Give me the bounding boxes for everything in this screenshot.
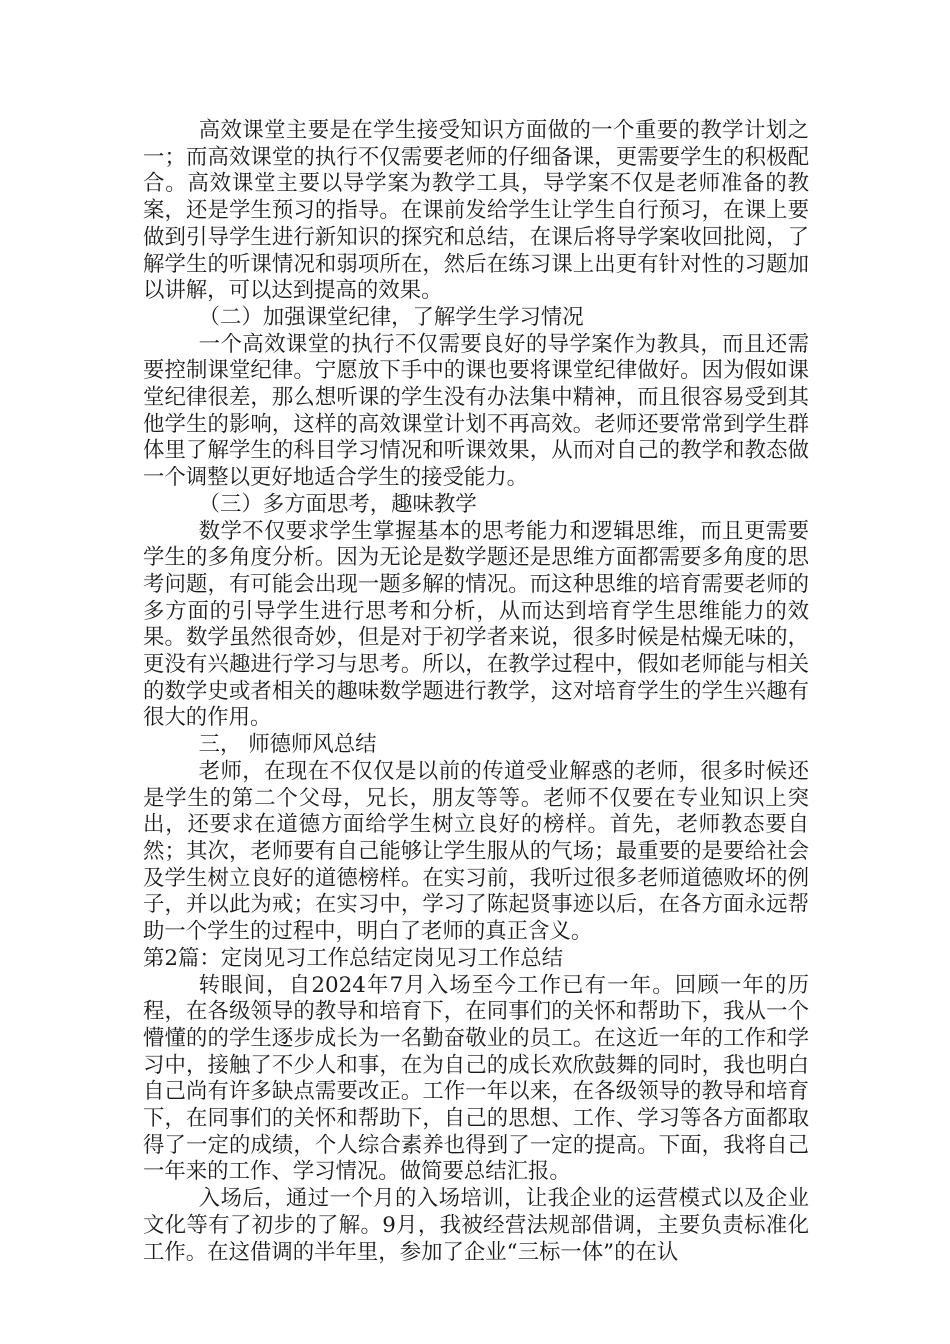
paragraph-multi-angle-thinking: 数学不仅要求学生掌握基本的思考能力和逻辑思维，而且更需要学生的多角度分析。因为无论是数学题还是思维方面都需要多角度的思考问题，有可能会出现一题多解的情况。而这种思维的培育需要老师的多方面的引导学生进行思考和分析，从而达到培育学生思维能力的效果。数学虽然很奇妙，但是对于初学者来说，很多时候是枯燥无味的，更没有兴趣进行学习与思考。所以，在教学过程中，假如老师能与相关的数学史或者相关的趣味数学题进行教学，这对培育学生的学生兴趣有很大的作用。 xyxy=(143,518,809,731)
heading-multi-angle-thinking: （三）多方面思考，趣味教学 xyxy=(198,491,477,517)
document-page xyxy=(143,118,809,1266)
paragraph-teacher-ethics: 老师，在现在不仅仅是以前的传道受业解惑的老师，很多时候还是学生的第二个父母，兄长，朋友等等。老师不仅要在专业知识上突出，还要求在道德方面给学生树立良好的榜样。首先，老师教态要自然；其次，老师要有自己能够让学生服从的气场；最重要的是要给社会及学生树立良好的道德榜样。在实习前，我听过很多老师道德败坏的例子，并以此为戒；在实习中，学习了陈起贤事迹以后，在各方面永远帮助一个学生的过程中，明白了老师的真正含义。 xyxy=(143,758,809,945)
paragraph-efficient-classroom: 高效课堂主要是在学生接受知识方面做的一个重要的教学计划之一；而高效课堂的执行不仅需要老师的仔细备课，更需要学生的积极配合。高效课堂主要以导学案为教学工具，导学案不仅是老师准备的教案，还是学生预习的指导。在课前发给学生让学生自行预习，在课上要做到引导学生进行新知识的探究和总结，在课后将导学案收回批阅，了解学生的听课情况和弱项所在，然后在练习课上出更有针对性的习题加以讲解，可以达到提高的效果。 xyxy=(143,118,809,304)
article-title-part-2: 第2篇：定岗见习工作总结定岗见习工作总结 xyxy=(143,945,564,971)
heading-classroom-discipline: （二）加强课堂纪律，了解学生学习情况 xyxy=(198,304,584,330)
paragraph-onboarding: 入场后，通过一个月的入场培训，让我企业的运营模式以及企业文化等有了初步的了解。9月，我被经营法规部借调，主要负责标准化工作。在这借调的半年里，参加了企业“三标一体”的在认 xyxy=(143,1186,809,1265)
paragraph-classroom-discipline: 一个高效课堂的执行不仅需要良好的导学案作为教具，而且还需要控制课堂纪律。宁愿放下手中的课也要将课堂纪律做好。因为假如课堂纪律很差，那么想听课的学生没有办法集中精神，而且很容易受到其他学生的影响，这样的高效课堂计划不再高效。老师还要常常到学生群体里了解学生的科目学习情况和听课效果，从而对自己的教学和教态做一个调整以更好地适合学生的接受能力。 xyxy=(143,331,809,491)
heading-teacher-ethics: 三， 师德师风总结 xyxy=(198,732,377,758)
paragraph-one-year-review: 转眼间，自2024年7月入场至今工作已有一年。回顾一年的历程，在各级领导的教导和培育下，在同事们的关怀和帮助下，我从一个懵懂的的学生逐步成长为一名勤奋敬业的员工。在这近一年的工作和学习中，接触了不少人和事，在为自己的成长欢欣鼓舞的同时，我也明白自己尚有许多缺点需要改正。工作一年以来，在各级领导的教导和培育下，在同事们的关怀和帮助下，自己的思想、工作、学习等各方面都取得了一定的成绩，个人综合素养也得到了一定的提高。下面，我将自己一年来的工作、学习情况。做简要总结汇报。 xyxy=(143,972,809,1185)
